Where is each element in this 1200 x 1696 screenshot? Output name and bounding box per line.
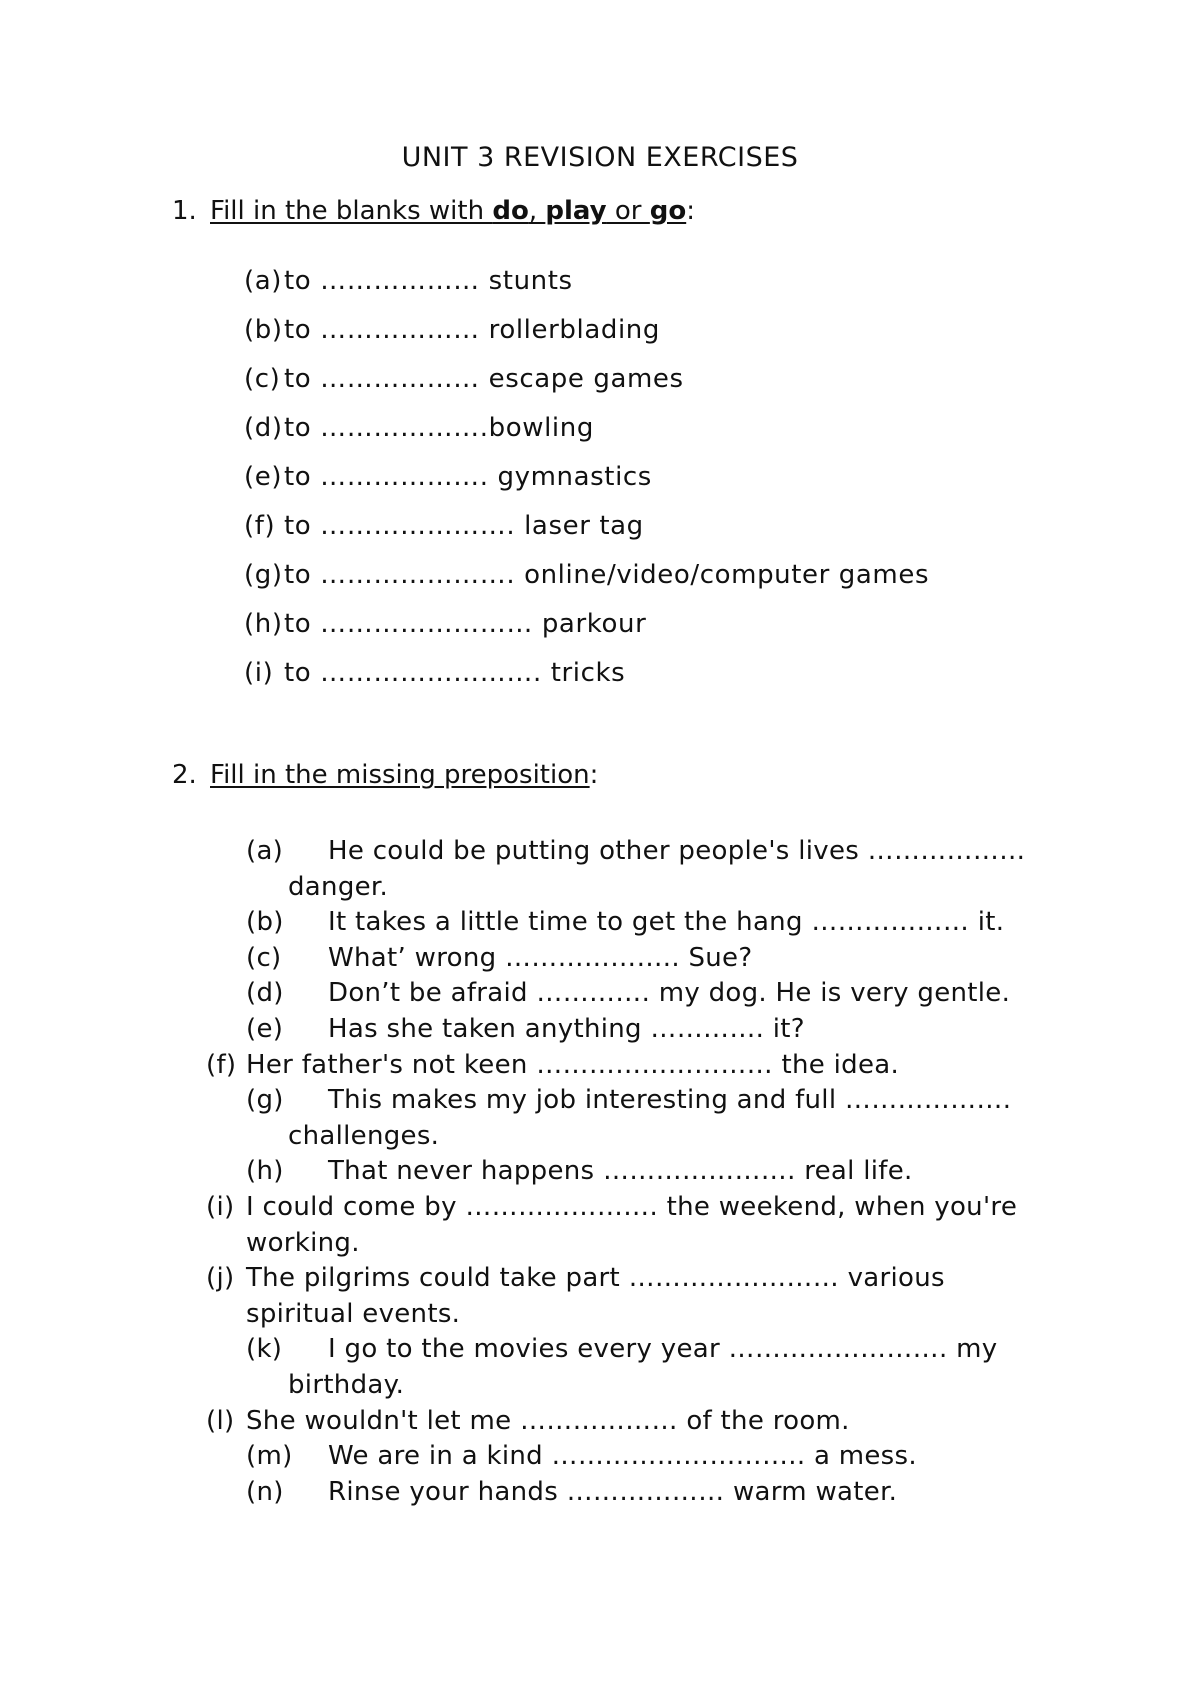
item-text: It takes a little time to get the hang ……………… it. [328, 907, 1005, 938]
item-text: I could come by …………………. the weekend, when you're working. [246, 1191, 1018, 1258]
item-label: (h) [244, 609, 283, 639]
item-label: (l) [206, 1405, 235, 1436]
page-title: UNIT 3 REVISION EXERCISES [401, 142, 799, 173]
list-item [244, 413, 594, 443]
list-item [206, 1154, 1046, 1190]
list-item [206, 1048, 1046, 1084]
list-item [206, 1439, 1046, 1475]
item-text: She wouldn't let me ……………… of the room. [246, 1405, 850, 1436]
item-label: (b) [246, 907, 284, 938]
section-2-list [206, 834, 1046, 1510]
section-1-number: 1. [172, 196, 197, 226]
word-do: do [492, 196, 529, 226]
section-1-heading: 1. Fill in the blanks with do, play or go: [172, 196, 695, 226]
item-text: Don’t be afraid …………. my dog. He is very gentle. [328, 978, 1011, 1009]
list-item [206, 1475, 1046, 1511]
item-label: (d) [246, 978, 284, 1009]
item-label: (b) [244, 315, 283, 345]
list-item [206, 834, 1046, 905]
item-text: to ……………… stunts [284, 266, 573, 296]
list-item [244, 364, 684, 394]
item-label: (g) [246, 1085, 284, 1116]
item-label: (c) [244, 364, 281, 394]
list-item [244, 315, 660, 345]
item-label: (c) [246, 942, 282, 973]
section-2-heading: 2. Fill in the missing preposition: [172, 760, 599, 790]
item-text: He could be putting other people's lives ……………… danger. [288, 836, 1026, 902]
list-item [244, 511, 644, 541]
item-text: to …………………. online/video/computer games [284, 560, 930, 590]
item-label: (f) [244, 511, 276, 541]
list-item [244, 658, 625, 688]
item-text: to ………………. gymnastics [284, 462, 652, 492]
item-label: (j) [206, 1263, 235, 1294]
item-text: to ……………….bowling [284, 413, 594, 443]
item-label: (f) [206, 1049, 237, 1080]
item-label: (i) [244, 658, 274, 688]
item-text: Her father's not keen ……………………… the idea. [246, 1049, 900, 1080]
list-item [206, 1190, 1046, 1261]
list-item [206, 1083, 1046, 1154]
list-item [244, 462, 652, 492]
item-text: We are in a kind ……………………….. a mess. [328, 1441, 917, 1472]
item-text: Has she taken anything …………. it? [328, 1013, 805, 1044]
item-text: to …………………. laser tag [284, 511, 644, 541]
word-go: go [649, 196, 687, 226]
word-play: play [545, 196, 607, 226]
item-text: to ……………………. tricks [284, 658, 626, 688]
item-label: (a) [246, 836, 284, 866]
section-2-number: 2. [172, 760, 197, 790]
item-label: (g) [244, 560, 283, 590]
item-text: to …………………… parkour [284, 609, 647, 639]
item-text: to ……………… rollerblading [284, 315, 660, 345]
item-label: (h) [246, 1156, 284, 1187]
item-label: (e) [246, 1013, 284, 1044]
item-label: (n) [246, 1476, 284, 1507]
section-2-instruction: Fill in the missing preposition [210, 760, 590, 790]
list-item [244, 266, 573, 296]
list-item [206, 905, 1046, 941]
list-item [206, 976, 1046, 1012]
item-text: That never happens …………………. real life. [328, 1156, 913, 1187]
item-label: (i) [206, 1191, 235, 1222]
item-text: What’ wrong ……………….. Sue? [328, 942, 753, 973]
list-item [206, 1261, 1046, 1332]
item-text: to ……………… escape games [284, 364, 684, 394]
item-text: This makes my job interesting and full ………………. challenges. [288, 1085, 1012, 1151]
item-text: The pilgrims could take part …………………… various spiritual events. [246, 1263, 945, 1329]
item-text: Rinse your hands ……………… warm water. [328, 1476, 898, 1507]
item-label: (a) [244, 266, 283, 296]
item-label: (e) [244, 462, 283, 492]
list-item [206, 941, 1046, 977]
list-item [206, 1404, 1046, 1440]
section-1-instruction: Fill in the blanks with do, play or go [210, 196, 687, 226]
item-label: (d) [244, 413, 283, 443]
list-item [206, 1012, 1046, 1048]
list-item [244, 609, 646, 639]
item-text: I go to the movies every year ……………………. my birthday. [288, 1334, 998, 1400]
item-label: (m) [246, 1441, 293, 1472]
list-item [244, 560, 929, 590]
list-item [206, 1332, 1046, 1403]
item-label: (k) [246, 1334, 283, 1365]
